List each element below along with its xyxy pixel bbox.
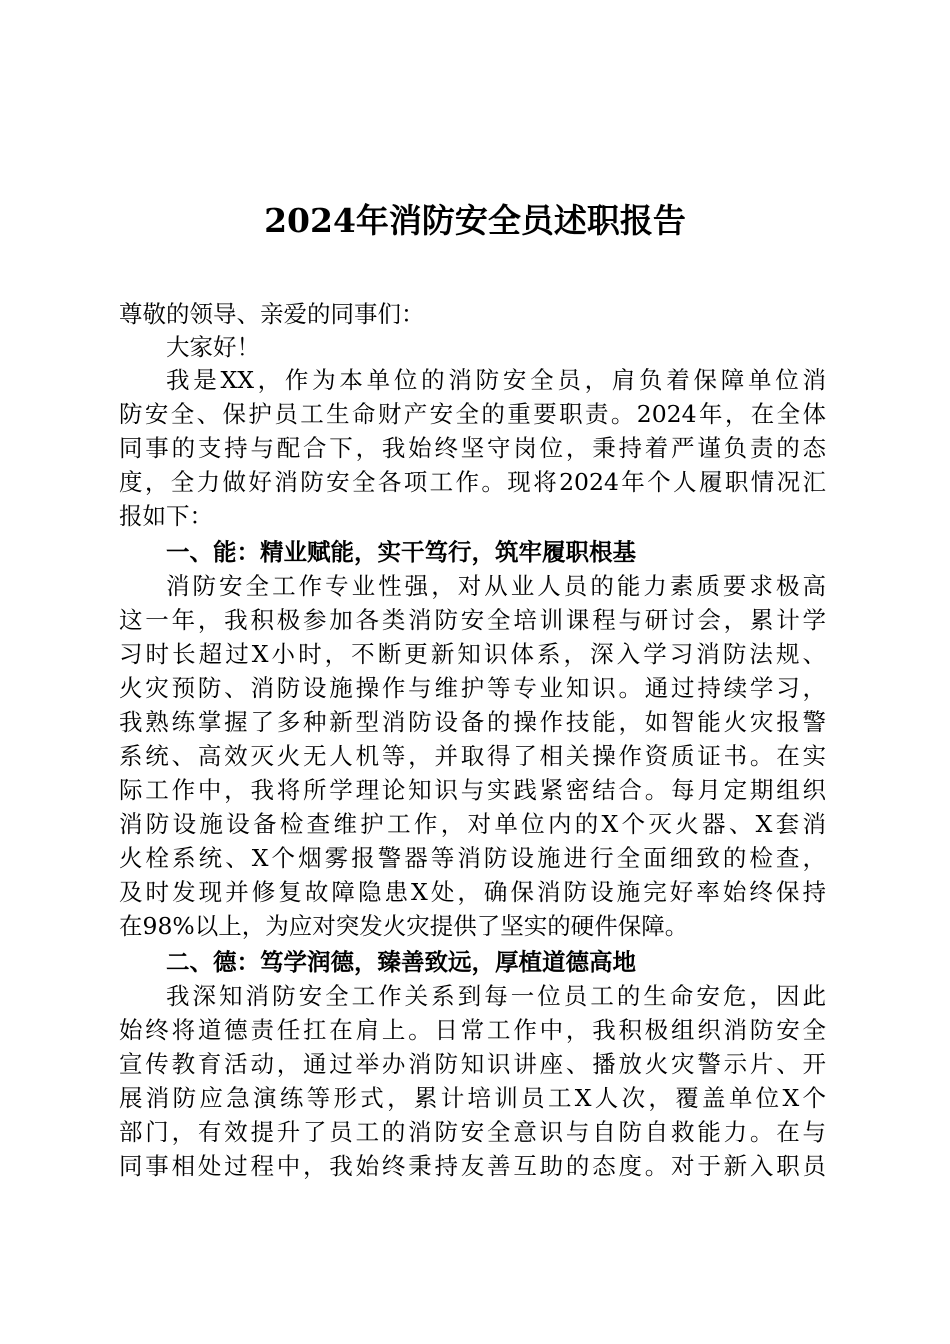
body-line: 系统、高效灭火无人机等，并取得了相关操作资质证书。在实 bbox=[119, 742, 826, 770]
body-line: 在98%以上，为应对突发火灾提供了坚实的硬件保障。 bbox=[119, 912, 689, 940]
body-line: 同事相处过程中，我始终秉持友善互助的态度。对于新入职员 bbox=[119, 1152, 826, 1180]
body-line: 际工作中，我将所学理论知识与实践紧密结合。每月定期组织 bbox=[119, 776, 826, 804]
body-line: 始终将道德责任扛在肩上。日常工作中，我积极组织消防安全 bbox=[119, 1016, 826, 1044]
document-title: 2024年消防安全员述职报告 bbox=[264, 201, 686, 240]
body-line: 消防设施设备检查维护工作，对单位内的X个灭火器、X套消 bbox=[119, 810, 826, 838]
body-line: 宣传教育活动，通过举办消防知识讲座、播放火灾警示片、开 bbox=[119, 1050, 826, 1078]
greeting: 大家好！ bbox=[166, 333, 260, 361]
body-line: 习时长超过X小时，不断更新知识体系，深入学习消防法规、 bbox=[119, 640, 826, 668]
section-heading: 二、德：笃学润德，臻善致远，厚植道德高地 bbox=[166, 948, 636, 976]
intro-line: 同事的支持与配合下，我始终坚守岗位，秉持着严谨负责的态 bbox=[119, 434, 826, 462]
body-line: 我深知消防安全工作关系到每一位员工的生命安危，因此 bbox=[166, 982, 826, 1010]
body-line: 展消防应急演练等形式，累计培训员工X人次，覆盖单位X个 bbox=[119, 1084, 826, 1112]
body-line: 火灾预防、消防设施操作与维护等专业知识。通过持续学习， bbox=[119, 674, 826, 702]
intro-line: 防安全、保护员工生命财产安全的重要职责。2024年，在全体 bbox=[119, 400, 826, 428]
body-line: 及时发现并修复故障隐患X处，确保消防设施完好率始终保持 bbox=[119, 878, 826, 906]
section-heading: 一、能：精业赋能，实干笃行，筑牢履职根基 bbox=[166, 538, 636, 566]
intro-line: 我是XX，作为本单位的消防安全员，肩负着保障单位消 bbox=[166, 366, 826, 394]
salutation: 尊敬的领导、亲爱的同事们： bbox=[119, 300, 425, 328]
body-line: 火栓系统、X个烟雾报警器等消防设施进行全面细致的检查， bbox=[119, 844, 826, 872]
body-line: 这一年，我积极参加各类消防安全培训课程与研讨会，累计学 bbox=[119, 606, 826, 634]
body-line: 消防安全工作专业性强，对从业人员的能力素质要求极高 bbox=[166, 572, 826, 600]
body-line: 部门，有效提升了员工的消防安全意识与自防自救能力。在与 bbox=[119, 1118, 826, 1146]
intro-line: 度，全力做好消防安全各项工作。现将2024年个人履职情况汇 bbox=[119, 468, 826, 496]
body-line: 我熟练掌握了多种新型消防设备的操作技能，如智能火灾报警 bbox=[119, 708, 826, 736]
intro-line: 报如下： bbox=[119, 502, 213, 530]
